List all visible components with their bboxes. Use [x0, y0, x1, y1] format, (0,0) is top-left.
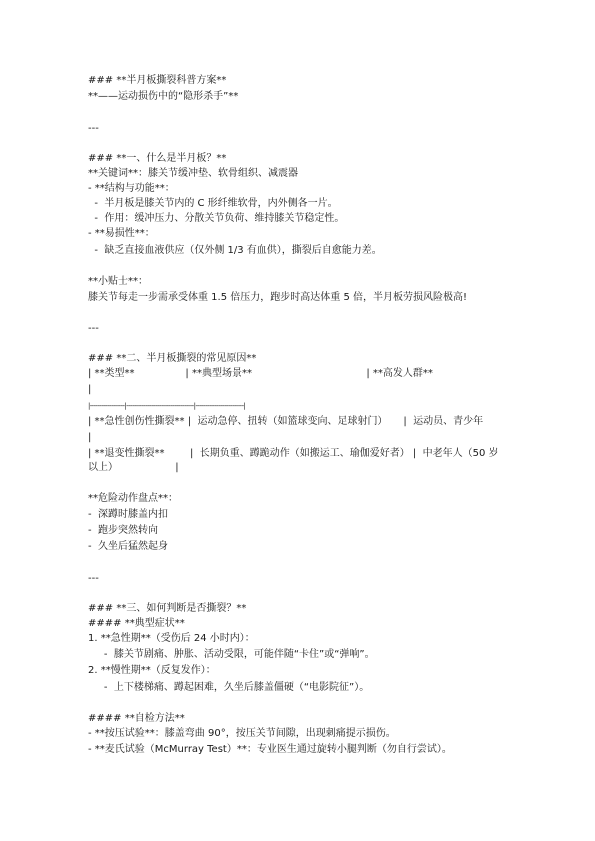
selfcheck-item: - **按压试验**：膝盖弯曲 90°，按压关节间隙，出现刺痛提示损伤。 [88, 728, 396, 739]
table-row: | **退变性撕裂** | 长期负重、蹲跪动作（如搬运工、瑜伽爱好者） | 中老年人（50 岁 [88, 448, 499, 459]
structure-item: - 半月板是膝关节内的 C 形纤维软骨，内外侧各一片。 [88, 198, 338, 209]
danger-item: - 跑步突然转向 [88, 525, 158, 536]
tip-title: **小贴士**： [88, 276, 148, 287]
table-row-tail: 以上） | [88, 462, 179, 473]
tip-text: 膝关节每走一步需承受体重 1.5 倍压力，跑步时高达体重 5 倍，半月板劳损风险极高! [88, 292, 467, 303]
fragility-title: - **易损性**： [88, 228, 155, 239]
danger-item: - 久坐后猛然起身 [88, 541, 168, 552]
selfcheck-item: - **麦氏试验（McMurray Test）**：专业医生通过旋转小腿判断（勿自行尝试）。 [88, 744, 452, 755]
divider: --- [88, 123, 99, 134]
symptoms-heading: #### **典型症状** [88, 618, 185, 629]
table-row-tail: | [88, 432, 92, 443]
acute-title: 1. **急性期**（受伤后 24 小时内）： [88, 633, 255, 644]
danger-title: **危险动作盘点**： [88, 493, 178, 504]
table-header-row-tail: | [88, 384, 92, 395]
table-separator-row: |------------------|-----------------------------------|-------------------------| [88, 402, 246, 410]
acute-item: - 膝关节剧痛、肿胀、活动受限，可能伴随“卡住”或“弹响”。 [88, 649, 375, 660]
chronic-title: 2. **慢性期**（反复发作）： [88, 665, 216, 676]
table-row: | **急性创伤性撕裂** | 运动急停、扭转（如篮球变向、足球射门） | 运动员、青少年 [88, 416, 484, 427]
divider: --- [88, 573, 99, 584]
danger-item: - 深蹲时膝盖内扣 [88, 509, 168, 520]
section2-heading: ### **二、半月板撕裂的常见原因** [88, 353, 257, 364]
section1-heading: ### **一、什么是半月板？** [88, 153, 227, 164]
fragility-item: - 缺乏直接血液供应（仅外侧 1/3 有血供），撕裂后自愈能力差。 [88, 245, 382, 256]
section3-heading: ### **三、如何判断是否撕裂？** [88, 603, 247, 614]
chronic-item: - 上下楼梯痛、蹲起困难，久坐后膝盖僵硬（“电影院征”）。 [88, 682, 370, 693]
section1-keywords: **关键词**：膝关节缓冲垫、软骨组织、减震器 [88, 168, 298, 179]
doc-subtitle: **——运动损伤中的“隐形杀手”** [88, 91, 239, 102]
divider: --- [88, 323, 99, 334]
structure-title: - **结构与功能**： [88, 183, 175, 194]
table-header-row: | **类型** | **典型场景** | **高发人群** [88, 368, 437, 379]
structure-item: - 作用：缓冲压力、分散关节负荷、维持膝关节稳定性。 [88, 213, 345, 224]
selfcheck-heading: #### **自检方法** [88, 713, 185, 724]
doc-title: ### **半月板撕裂科普方案** [88, 75, 227, 86]
